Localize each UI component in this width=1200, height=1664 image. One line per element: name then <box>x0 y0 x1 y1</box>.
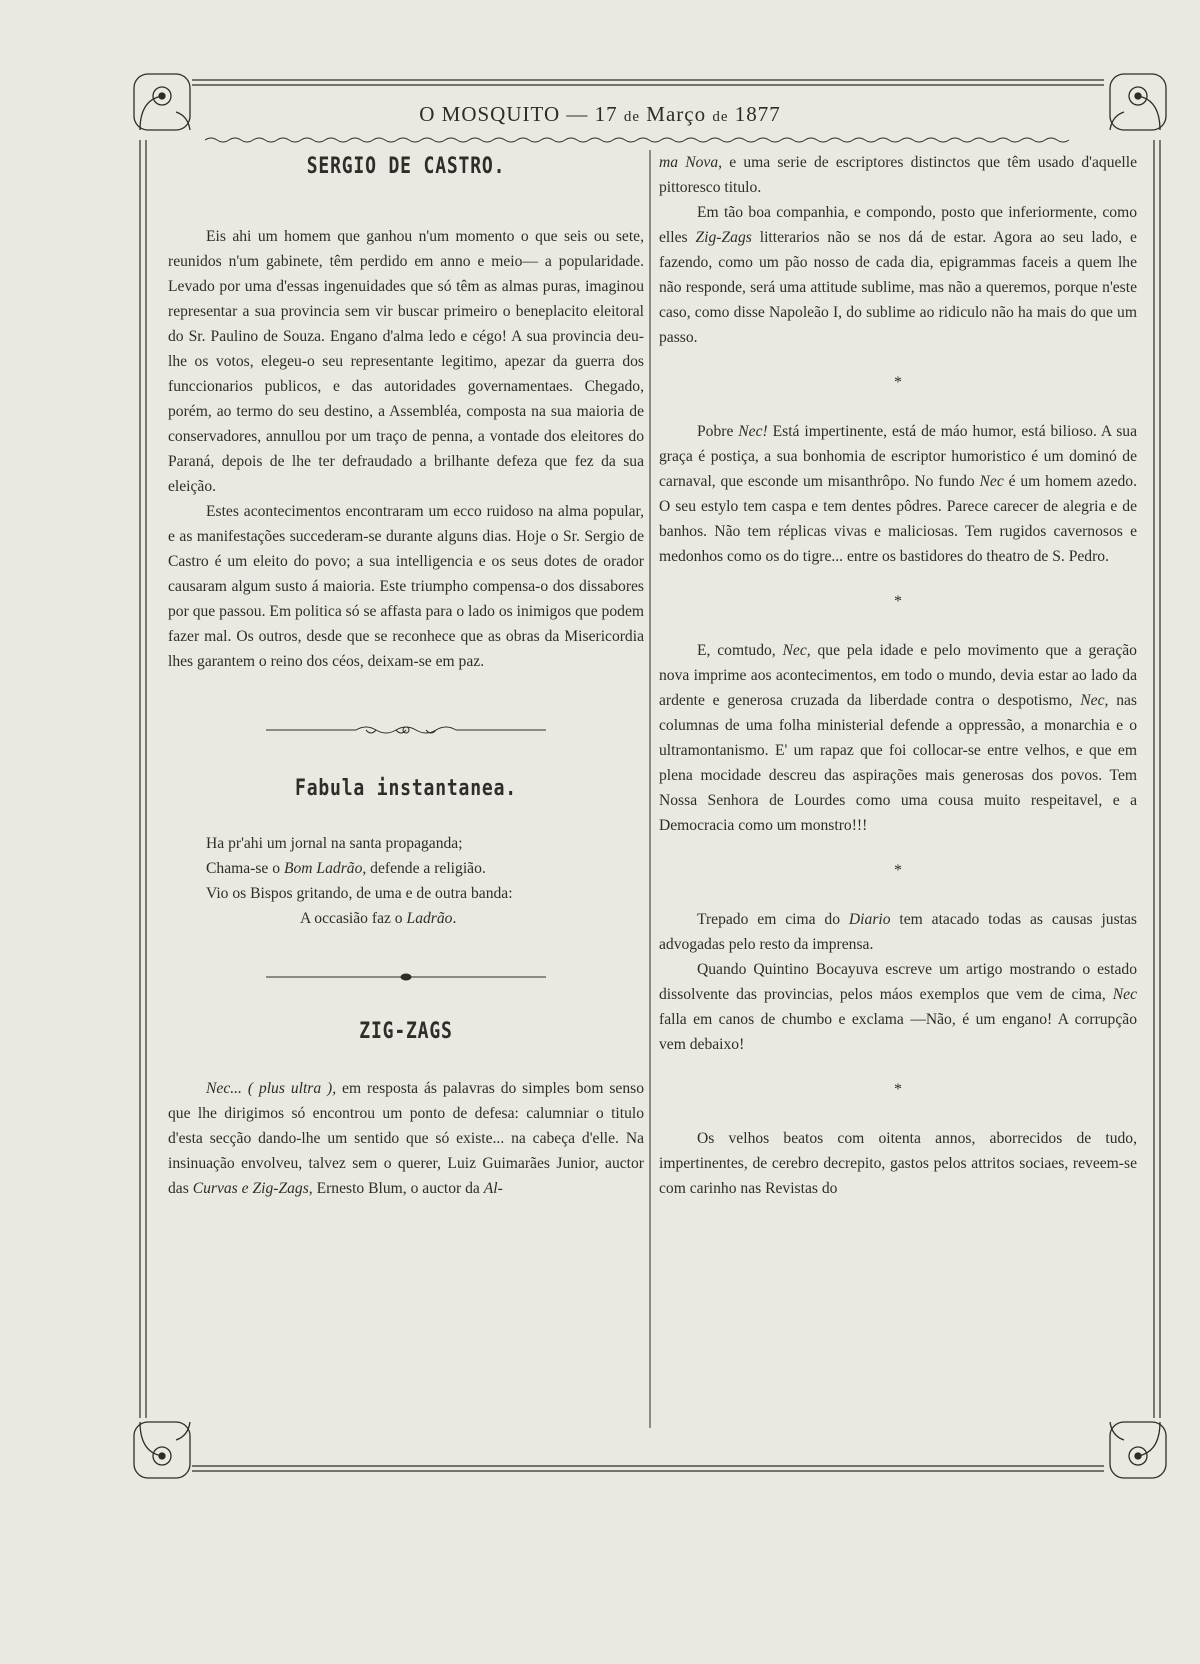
article-paragraph: ma Nova, e uma serie de escriptores distinctos que têm usado d'aquelle pittoresco titulo. <box>659 154 1137 196</box>
article-paragraph: Estes acontecimentos encontraram um ecco ruidoso na alma popular, e as manifestações succederam-se durante alguns dias. Hoje o Sr. Sergio de Castro é um eleito do povo; a sua intelligencia e os seus dotes de orador causaram algum susto á maioria. Este triumpho compensa-o dos dissabores por que passou. Em politica só se affasta para o lado os inimigos que podem fazer mal. Os outros, desde que se reconhece que as obras da Misericordia lhes garantem o reino dos céos, deixam-se em paz. <box>168 503 644 670</box>
poem-line-1: Ha pr'ahi um jornal na santa propaganda; <box>206 835 463 852</box>
article-title-zig-zags: ZIG-ZAGS <box>359 1019 453 1044</box>
ladrao-italic: Ladrão <box>406 910 453 927</box>
ornamental-divider <box>266 722 546 738</box>
section-asterisk: * <box>894 1081 902 1098</box>
article-paragraph: Trepado em cima do Diario tem atacado todas as causas justas advogadas pelo resto da imprensa. <box>659 911 1137 953</box>
article-paragraph: Eis ahi um homem que ganhou n'um momento o que seis ou sete, reunidos n'um gabinete, têm perdido em anno e meio— a popularidade. Levado por uma d'essas ingenuidades que só têm as almas puras, imaginou representar a sua provincia sem vir buscar primeiro o beneplacito eleitoral do Sr. Paulino de Souza. Engano d'alma ledo e cégo! A sua provincia deu-lhe os votos, elegeu-o seu representante legitimo, apezar da guerra dos funccionarios publicos, e das autoridades governamentaes. Chegado, porém, ao termo do seu destino, a Assembléa, composta na sua maioria de conservadores, annullou por um traço de penna, a vontade dos eleitores do Paraná, depois de lhe ter defraudado a brilhante defeza que fez da sua eleição. <box>168 228 644 495</box>
issue-year: 1877 <box>734 102 781 126</box>
article-paragraph: Quando Quintino Bocayuva escreve um artigo mostrando o estado dissolvente das provincias, pelos máos exemplos que vem de cima, Nec falla em canos de chumbo e exclama —Não, é um engano! A corrupção vem debaixo! <box>659 961 1137 1053</box>
article-paragraph: Os velhos beatos com oitenta annos, aborrecidos de tudo, impertinentes, de cerebro decrepito, gastos pelos attritos sociaes, reveem-se com carinho nas Revistas do <box>659 1130 1137 1197</box>
left-column <box>168 150 644 1201</box>
poem-line-3: Vio os Bispos gritando, de uma e de outra banda: <box>206 885 513 902</box>
section-asterisk: * <box>894 593 902 610</box>
poem <box>206 831 644 931</box>
article-paragraph: E, comtudo, Nec, que pela idade e pelo movimento que a geração nova imprime aos acontecimentos, em todo o mundo, devia estar ao lado da ardente e generosa cruzada da liberdade contra o despotismo, Nec, nas columnas de uma folha ministerial defende a oppressão, a monarchia e o ultramontanismo. E' um rapaz que foi collocar-se entre velhos, e que em plena mocidade descreu das aspirações mais generosas dos povos. Tem Nossa Senhora de Lourdes como uma cousa muito respeitavel, e a Democracia como um monstro!!! <box>659 642 1137 834</box>
article-title-fabula-instantanea: Fabula instantanea. <box>295 776 517 801</box>
title-dash: — <box>566 102 589 126</box>
section-asterisk: * <box>894 862 902 879</box>
poem-line-4: A occasião faz o Ladrão. <box>300 910 457 927</box>
poem-line-2: Chama-se o Bom Ladrão, defende a religião. <box>206 860 486 877</box>
date-de-1: de <box>623 109 641 125</box>
masthead <box>300 102 900 127</box>
article-paragraph: Pobre Nec! Está impertinente, está de máo humor, está bilioso. A sua graça é postiça, a sua bonhomia de escriptor humoristico é um dominó de carnaval, que esconde um misanthrôpo. No fundo Nec é um homem azedo. O seu estylo tem caspa e tem dentes pôdres. Parece carecer de alegria e de banhos. Não tem réplicas vivas e maliciosas. Tem rugidos cavernosos e medonhos como os do tigre... entre os bastidores do theatro de S. Pedro. <box>659 423 1137 565</box>
corner-ornament-top-left <box>134 74 190 130</box>
corner-ornament-top-right <box>1110 74 1166 130</box>
bom-ladrao-italic: Bom Ladrão <box>283 860 363 877</box>
article-title-sergio-de-castro: SERGIO DE CASTRO. <box>306 154 506 179</box>
issue-month: Março <box>646 102 707 126</box>
article-paragraph: Nec... ( plus ultra ), em resposta ás palavras do simples bom senso que lhe dirigimos só encontrou um ponto de defesa: calumniar o titulo d'esta secção dando-lhe um sentido que só existe... na cabeça d'elle. Na insinuação envolveu, talvez sem o querer, Luiz Guimarães Junior, auctor das Curvas e Zig-Zags, Ernesto Blum, o auctor da Al- <box>168 1080 644 1197</box>
issue-day: 17 <box>594 102 618 126</box>
corner-ornament-bottom-right <box>1110 1422 1166 1478</box>
section-asterisk: * <box>894 374 902 391</box>
article-paragraph: Em tão boa companhia, e compondo, posto que inferiormente, como elles Zig-Zags litterarios não se nos dá de estar. Agora ao seu lado, e fazendo, como um pão nosso de cada dia, epigrammas faceis a quem lhe não responde, será uma attitude sublime, mas não a queremos, porque n'este caso, como disse Napoleão I, do sublime ao ridiculo não ha mais do que um passo. <box>659 204 1137 346</box>
newspaper-title: O MOSQUITO <box>419 102 561 126</box>
date-de-2: de <box>712 109 729 125</box>
right-column <box>659 150 1137 1201</box>
simple-divider <box>266 971 546 983</box>
corner-ornament-bottom-left <box>134 1422 190 1478</box>
